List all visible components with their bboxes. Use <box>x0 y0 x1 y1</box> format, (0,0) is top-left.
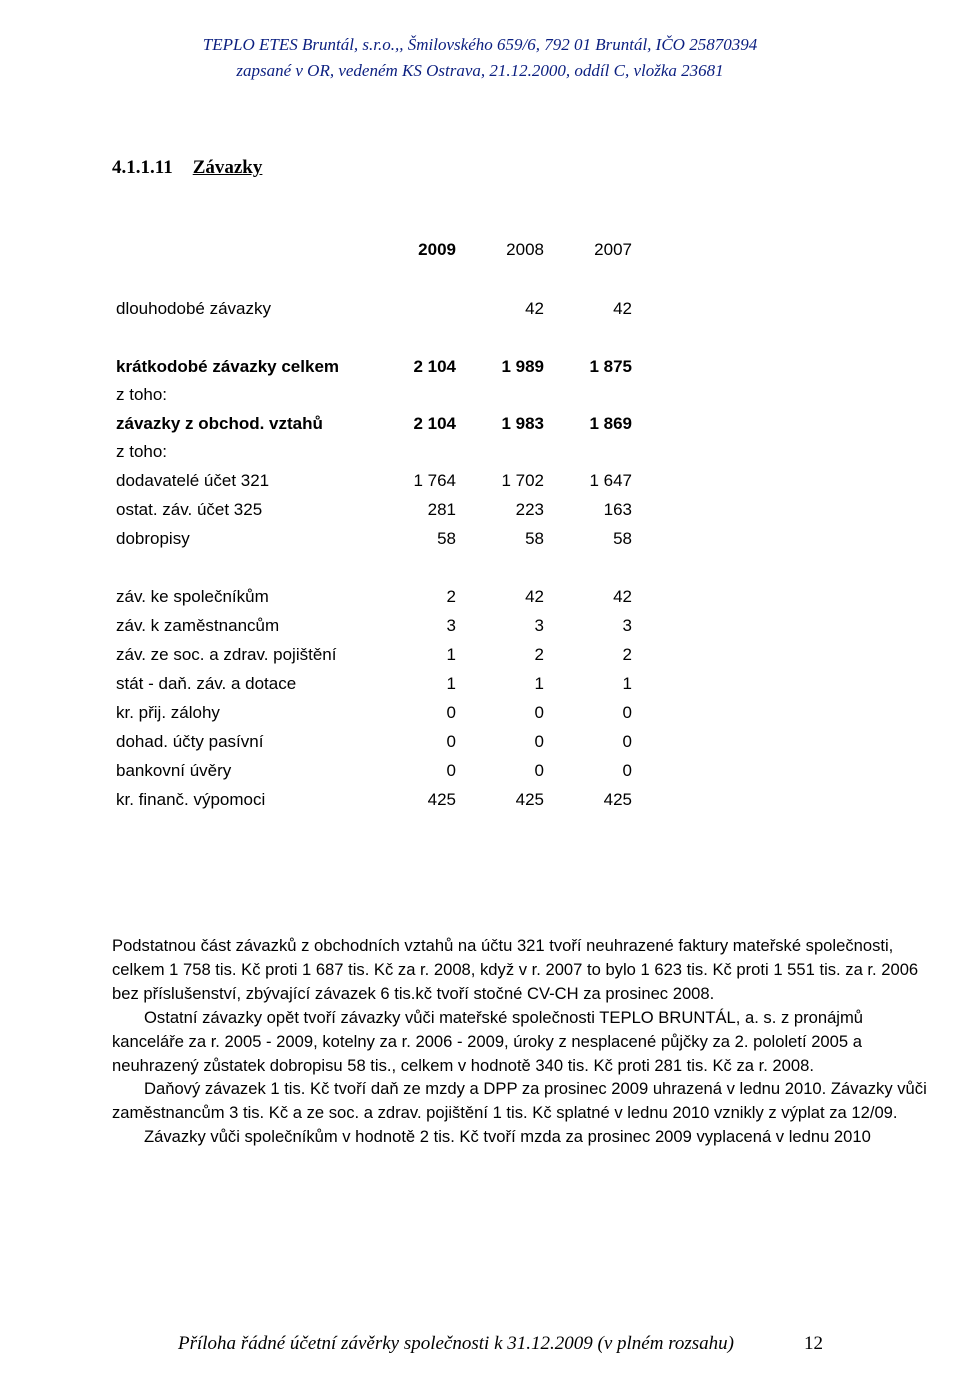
notes-text <box>112 934 932 1149</box>
page-number: 12 <box>804 1333 824 1354</box>
liabilities-table <box>116 235 632 814</box>
footer-text: Příloha řádné účetní závěrky společnosti k 31.12.2009 (v plném rozsahu) <box>178 1333 735 1354</box>
table-row: dodavatelé účet 321 1 764 1 702 1 647 <box>116 470 632 490</box>
section-heading <box>112 157 262 179</box>
section-title: Závazky <box>192 157 263 178</box>
table-row: závazky z obchod. vztahů 2 104 1 983 1 869 <box>116 413 632 433</box>
table-row: ostat. záv. účet 325 281 223 163 <box>116 499 632 519</box>
table-row: stát - daň. záv. a dotace 1 1 1 <box>116 673 632 693</box>
table-row: dobropisy 58 58 58 <box>116 528 632 548</box>
table-row: kr. přij. zálohy 0 0 0 <box>116 702 632 722</box>
table-row: záv. ke společníkům 2 42 42 <box>116 586 632 606</box>
company-header-line2: zapsané v OR, vedeném KS Ostrava, 21.12.2000, oddíl C, vložka 23681 <box>236 61 724 80</box>
company-header-line1: TEPLO ETES Bruntál, s.r.o.,, Šmilovského 659/6, 792 01 Bruntál, IČO 25870394 <box>202 35 758 54</box>
year-2008: 2008 <box>506 240 544 259</box>
year-2009: 2009 <box>418 240 456 259</box>
table-row: krátkodobé závazky celkem 2 104 1 989 1 875 <box>116 356 632 376</box>
table-row: z toho: <box>116 442 168 461</box>
table-row: kr. finanč. výpomoci 425 425 425 <box>116 789 632 809</box>
table-row: dohad. účty pasívní 0 0 0 <box>116 731 632 751</box>
note-paragraph-4: Závazky vůči společníkům v hodnotě 2 tis. Kč tvoří mzda za prosinec 2009 vyplacená v lednu 2010 <box>144 1127 871 1147</box>
table-row: bankovní úvěry 0 0 0 <box>116 760 632 780</box>
table-row: z toho: <box>116 385 168 404</box>
table-row: záv. k zaměstnancům 3 3 3 <box>116 615 632 635</box>
year-header-row <box>116 235 632 265</box>
note-paragraph-3: Daňový závazek 1 tis. Kč tvoří daň ze mzdy a DPP za prosinec 2009 uhrazená v lednu 2010. Závazky vůči zaměstnancům 3 tis. Kč a ze soc. a zdrav. pojištění 1 tis. Kč splatné v lednu 2010 vznikly z výplat za 12/09. <box>112 1079 927 1123</box>
table-row: záv. ze soc. a zdrav. pojištění 1 2 2 <box>116 644 632 664</box>
year-2007: 2007 <box>594 240 632 259</box>
note-paragraph-2: Ostatní závazky opět tvoří závazky vůči mateřské společnosti TEPLO BRUNTÁL, a. s. z pronájmů kanceláře za r. 2005 - 2009, kotelny za r. 2006 - 2009, úroky z nesplacené půjčky za 2. pololetí 2005 a neuhrazený zůstatek dobropisu 58 tis., celkem v hodnotě 340 tis. Kč proti 281 tis. Kč za r. 2008. <box>112 1007 864 1075</box>
section-number: 4.1.1.11 <box>112 157 173 178</box>
table-row: dlouhodobé závazky 42 42 <box>116 298 632 318</box>
page-footer <box>178 1333 823 1355</box>
note-paragraph-1: Podstatnou část závazků z obchodních vztahů na účtu 321 tvoří neuhrazené faktury mateřské společnosti, celkem 1 758 tis. Kč proti 1 687 tis. Kč za r. 2008, když v r. 2007 to bylo 1 623 tis. Kč proti 1 551 tis. za r. 2006 bez příslušenství, zbývající závazek 6 tis.kč tvoří stočné CV-CH za prosinec 2008. <box>112 936 919 1003</box>
